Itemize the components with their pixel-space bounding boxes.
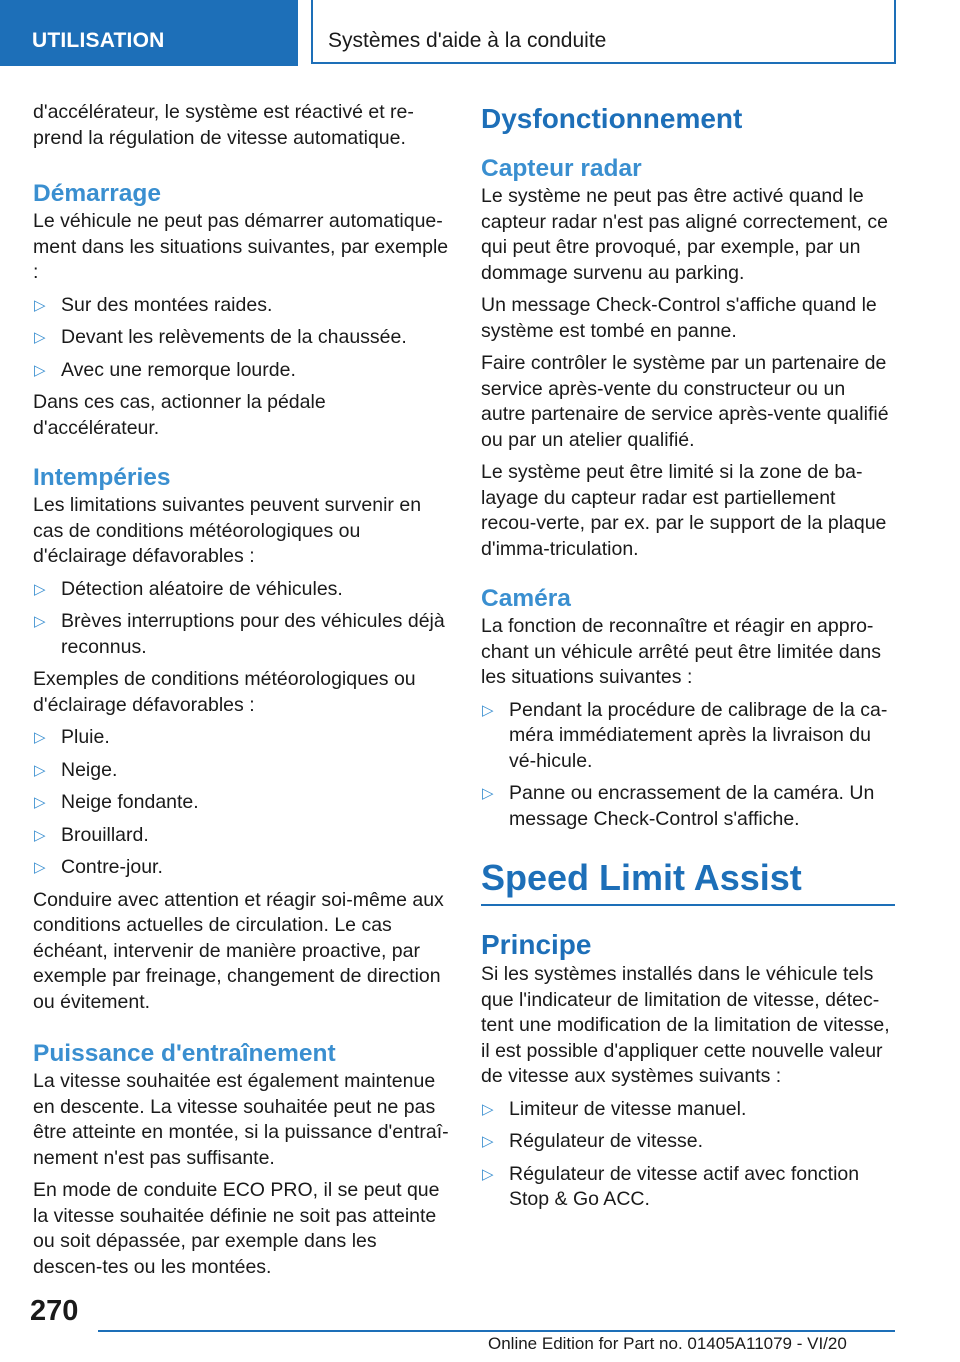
intemperies-examples: Exemples de conditions météorologiques ou d'éclairage défavorables :: [33, 668, 416, 716]
chapter-title: Systèmes d'aide à la conduite: [311, 0, 896, 64]
triangle-bullet-icon: ▷: [34, 859, 46, 876]
list-item: ▷ Pluie.: [33, 725, 451, 751]
heading-intemperies: Intempéries: [33, 464, 171, 491]
demarrage-list: [33, 293, 451, 384]
triangle-bullet-icon: ▷: [482, 701, 494, 719]
triangle-bullet-icon: ▷: [34, 613, 46, 630]
demarrage-after: Dans ces cas, actionner la pédale d'accélérateur.: [33, 391, 326, 439]
demarrage-text: Le véhicule ne peut pas démarrer automatique-ment dans les situations suivantes, par exemple :: [33, 210, 449, 283]
list-item: ▷ Neige fondante.: [33, 790, 451, 816]
triangle-bullet-icon: ▷: [482, 1133, 494, 1150]
left-column: [33, 100, 451, 1287]
principe-text: Si les systèmes installés dans le véhicule tels que l'indicateur de limitation de vitesse, détec-tent une modification de la limitation de vitesse, il est possible d'appliquer cette nouvelle valeur de vitesse aux systèmes suivants :: [481, 963, 890, 1087]
list-item: ▷ Devant les relèvements de la chaussée.: [33, 325, 451, 351]
page-number: 270: [30, 1295, 79, 1327]
radar-p3: Faire contrôler le système par un partenaire de service après-vente du constructeur ou un autre partenaire de service après-vente qualifié ou par un atelier qualifié.: [481, 352, 889, 451]
triangle-bullet-icon: ▷: [482, 1165, 494, 1183]
triangle-bullet-icon: ▷: [34, 361, 46, 379]
puissance-p1: La vitesse souhaitée est également maintenue en descente. La vitesse souhaitée peut ne pas être atteinte en montée, si la puissance d'entraî-nement n'est pas suffisante.: [33, 1070, 449, 1169]
puissance-p2: En mode de conduite ECO PRO, il se peut que la vitesse souhaitée définie ne soit pas atteinte ou soit dépassée, par exemple dans les descen-tes ou les montées.: [33, 1179, 440, 1278]
heading-speed-limit-assist: Speed Limit Assist: [481, 856, 895, 906]
list-item: ▷ Détection aléatoire de véhicules.: [33, 577, 451, 603]
triangle-bullet-icon: ▷: [34, 761, 46, 779]
list-item: ▷ Panne ou encrassement de la caméra. Un message Check-Control s'affiche.: [482, 782, 875, 830]
list-item: ▷ Avec une remorque lourde.: [33, 358, 451, 384]
triangle-bullet-icon: ▷: [482, 1100, 494, 1118]
radar-p4: Le système peut être limité si la zone de ba-layage du capteur radar est partiellement recou-verte, par ex. par le support de la plaque d'imma-triculation.: [481, 461, 887, 560]
intemperies-after: Conduire avec attention et réagir soi-même aux conditions actuelles de circulation. Le cas échéant, intervenir de manière proactive, par exemple par freinage, changement de direction ou évitement.: [33, 888, 444, 1013]
list-item: ▷ Neige.: [33, 758, 451, 784]
list-item: ▷ Brouillard.: [33, 823, 451, 849]
triangle-bullet-icon: ▷: [34, 826, 46, 844]
intemperies-list: [33, 577, 451, 661]
triangle-bullet-icon: ▷: [34, 329, 46, 346]
list-item: ▷ Régulateur de vitesse.: [481, 1129, 895, 1155]
edition-footer: Online Edition for Part no. 01405A11079 - VI/20: [488, 1334, 847, 1353]
radar-p2: Un message Check-Control s'affiche quand le système est tombé en panne.: [481, 294, 877, 342]
list-item: ▷ Pendant la procédure de calibrage de la ca-méra immédiatement après la livraison du vé-hicule.: [482, 698, 888, 772]
list-item: ▷ Régulateur de vitesse actif avec fonction Stop & Go ACC.: [482, 1162, 860, 1210]
page-header: [0, 0, 960, 66]
weather-list: [33, 725, 451, 881]
list-item: ▷ Brèves interruptions pour des véhicules déjà reconnus.: [34, 610, 445, 658]
heading-demarrage: Démarrage: [33, 180, 162, 207]
radar-p1: Le système ne peut pas être activé quand le capteur radar n'est pas aligné correctement, ce qui peut être provoqué, par exemple, par un dommage survenu au parking.: [481, 185, 888, 284]
right-column: [481, 100, 895, 1220]
footer-divider: [98, 1330, 895, 1332]
list-item: ▷ Limiteur de vitesse manuel.: [481, 1097, 895, 1123]
heading-camera: Caméra: [481, 585, 571, 612]
triangle-bullet-icon: ▷: [34, 729, 46, 746]
triangle-bullet-icon: ▷: [34, 794, 46, 811]
heading-dysfonctionnement: Dysfonctionnement: [481, 103, 743, 134]
list-item: ▷ Sur des montées raides.: [33, 293, 451, 319]
principe-list: [481, 1097, 895, 1213]
triangle-bullet-icon: ▷: [34, 296, 46, 314]
camera-text: La fonction de reconnaître et réagir en appro-chant un véhicule arrêté peut être limitée dans les situations suivantes :: [481, 615, 881, 688]
intro-paragraph: d'accélérateur, le système est réactivé et re-prend la régulation de vitesse automatique.: [33, 101, 414, 149]
triangle-bullet-icon: ▷: [482, 785, 494, 802]
list-item: ▷ Contre-jour.: [33, 855, 451, 881]
section-tab: UTILISATION: [0, 0, 298, 66]
intemperies-text: Les limitations suivantes peuvent survenir en cas de conditions météorologiques ou d'éclairage défavorables :: [33, 494, 422, 567]
heading-capteur-radar: Capteur radar: [481, 155, 642, 182]
heading-principe: Principe: [481, 929, 592, 960]
camera-list: [481, 698, 895, 833]
triangle-bullet-icon: ▷: [34, 580, 46, 598]
heading-puissance: Puissance d'entraînement: [33, 1040, 336, 1067]
